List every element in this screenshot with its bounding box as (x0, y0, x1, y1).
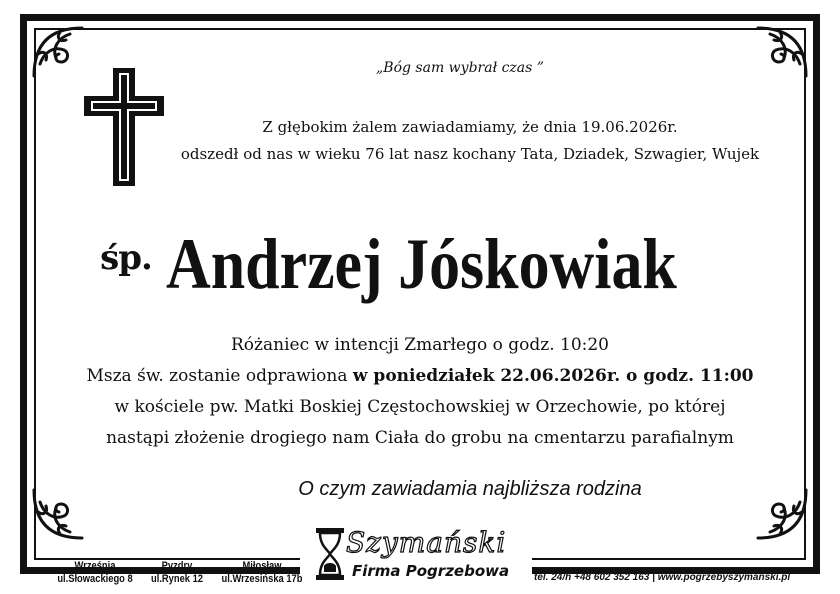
ceremony-details (0, 330, 840, 454)
corner-flourish-icon (754, 24, 810, 80)
branch-city: Miłosław (242, 560, 282, 572)
church-line: w kościele pw. Matki Boskiej Częstochowskiej w Orzechowie, po której (114, 397, 726, 417)
branch-pyzdry (147, 560, 207, 586)
hourglass-icon (316, 528, 344, 580)
contact-info: tel. 24/h +48 602 352 163 | www.pogrzebyszymanski.pl (534, 572, 791, 583)
rosary-line: Różaniec w intencji Zmarłego o godz. 10:20 (231, 335, 609, 355)
burial-line: nastąpi złożenie drogiego nam Ciała do grobu na cmentarzu parafialnym (106, 428, 734, 448)
branch-street: ul.Wrzesińska 17b (221, 573, 303, 585)
name-prefix: śp. (100, 238, 152, 278)
mass-line (0, 361, 840, 392)
deceased-name-row (70, 206, 790, 306)
branch-miloslaw (220, 560, 305, 586)
branch-city: Września (74, 560, 116, 572)
intro-line: odszedł od nas w wieku 76 lat nasz kochany Tata, Dziadek, Szwagier, Wujek (180, 145, 760, 163)
mass-text: Msza św. zostanie odprawiona (86, 366, 353, 386)
branch-city: Pyzdry (161, 560, 193, 572)
logo-subtitle: Firma Pogrzebowa (352, 562, 510, 580)
deceased-name: Andrzej Jóskowiak (165, 224, 677, 304)
intro-line: Z głębokim żalem zawiadamiamy, że dnia 19.06.2026r. (262, 118, 678, 136)
company-logo (316, 526, 524, 584)
family-signature: O czym zawiadamia najbliższa rodzina (298, 478, 642, 500)
intro (0, 114, 840, 168)
branch-street: ul.Rynek 12 (151, 573, 203, 585)
mass-date: w poniedziałek 22.06.2026r. o godz. 11:00 (352, 366, 754, 386)
quote: „Bóg sam wybrał czas ” (376, 60, 544, 76)
corner-flourish-icon (30, 24, 86, 80)
branch-street: ul.Słowackiego 8 (57, 573, 133, 585)
branch-wrzesnia (57, 560, 134, 586)
logo-name: Szymański (346, 526, 507, 559)
